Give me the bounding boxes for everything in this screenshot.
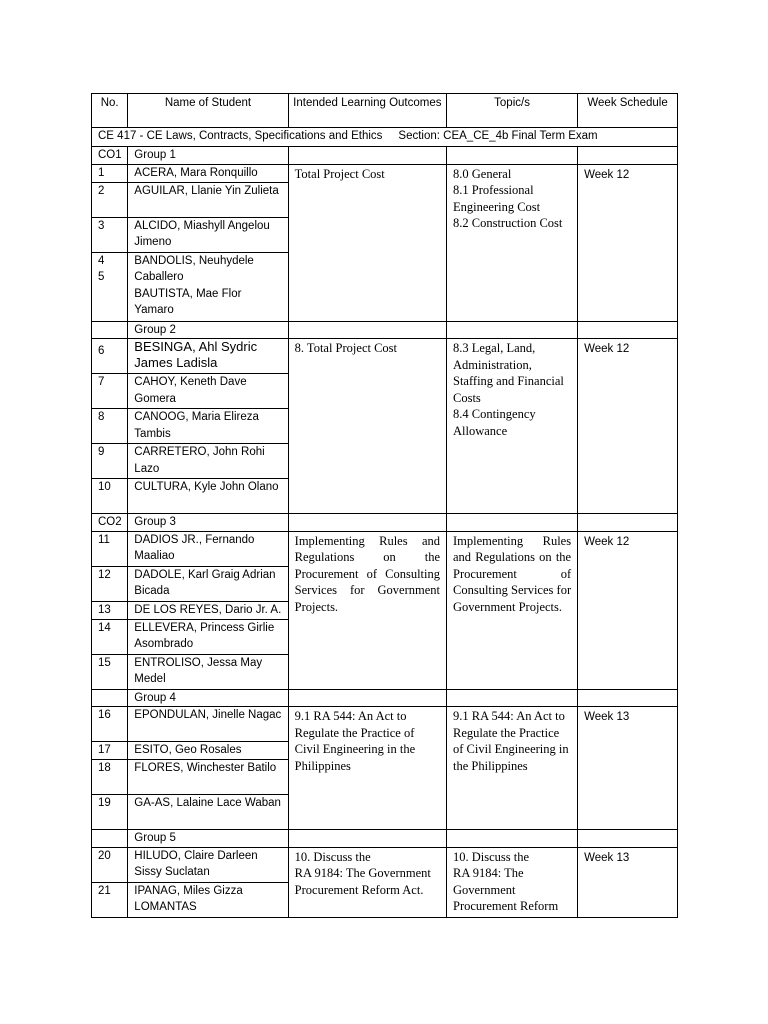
header-no: No.	[92, 94, 128, 128]
student-name: ACERA, Mara Ronquillo	[128, 164, 288, 182]
topic-text: Implementing Rules and Regulations on the Procurement of Consulting Services for Government Projects.	[453, 533, 572, 614]
week-cell: Week 13	[578, 847, 678, 917]
group-label: Group 1	[128, 147, 288, 165]
group-row-3	[92, 514, 678, 532]
student-no: 14	[92, 619, 128, 654]
header-ilo: Intended Learning Outcomes	[288, 94, 446, 128]
student-name: BANDOLIS, Neuhydele Caballero	[134, 254, 254, 283]
header-row	[92, 94, 678, 128]
table-row	[92, 847, 678, 882]
student-name: DADIOS JR., Fernando Maaliao	[128, 531, 288, 566]
header-name: Name of Student	[128, 94, 288, 128]
ilo-text: 8. Total Project Cost	[294, 341, 398, 355]
student-no: 19	[92, 795, 128, 830]
topic-text: 9.1 RA 544: An Act to Regulate the Practice of Civil Engineering in the Philippines	[453, 709, 569, 773]
week-cell: Week 12	[578, 164, 678, 321]
topic-line: 8.2 Construction Cost	[453, 216, 563, 230]
co-label: CO2	[92, 514, 128, 532]
ilo-cell	[288, 164, 446, 321]
table-row	[92, 531, 678, 566]
student-name: DADOLE, Karl Graig Adrian Bicada	[128, 566, 288, 601]
topics-cell	[447, 339, 578, 514]
student-name: BAUTISTA, Mae Flor Yamaro	[134, 287, 242, 316]
student-name: GA-AS, Lalaine Lace Waban	[128, 795, 288, 830]
student-name: ESITO, Geo Rosales	[128, 742, 288, 760]
week-cell: Week 12	[578, 531, 678, 689]
group-label: Group 3	[128, 514, 288, 532]
group-label: Group 2	[128, 321, 288, 339]
student-name: CARRETERO, John Rohi Lazo	[128, 444, 288, 479]
topics-cell	[447, 707, 578, 830]
student-name: FLORES, Winchester Batilo	[128, 760, 288, 795]
student-no: 1	[92, 164, 128, 182]
student-no: 7	[92, 374, 128, 409]
ilo-text: Implementing Rules and Regulations on the Procurement of Consulting Services for Government Projects.	[294, 533, 440, 614]
student-name-pair	[128, 252, 288, 321]
student-no: 6	[92, 339, 128, 374]
student-no: 20	[92, 847, 128, 882]
table-row	[92, 339, 678, 374]
student-no: 8	[92, 409, 128, 444]
topic-line: RA 9184: The Government Procurement Reform	[453, 866, 559, 913]
header-week: Week Schedule	[578, 94, 678, 128]
table-row	[92, 707, 678, 742]
student-no: 21	[92, 882, 128, 917]
student-no: 9	[92, 444, 128, 479]
student-name: IPANAG, Miles Gizza LOMANTAS	[128, 882, 288, 917]
topics-cell	[447, 847, 578, 917]
student-no: 3	[92, 217, 128, 252]
student-name: ENTROLISO, Jessa May Medel	[128, 654, 288, 689]
group-row-4	[92, 689, 678, 707]
group-row-2	[92, 321, 678, 339]
topic-line: 10. Discuss the	[453, 849, 530, 864]
topic-line: 8.0 General	[453, 166, 512, 181]
ilo-text: Total Project Cost	[294, 166, 385, 181]
student-name: HILUDO, Claire Darleen Sissy Suclatan	[128, 847, 288, 882]
topic-line: 8.4 Contingency Allowance	[453, 407, 536, 438]
student-no: 11	[92, 531, 128, 566]
ilo-line: RA 9184: The Government Procurement Reform Act.	[294, 866, 431, 897]
student-no: 2	[92, 182, 128, 217]
topic-line: 8.1 Professional Engineering Cost	[453, 183, 541, 214]
topic-line: 8.3 Legal, Land, Administration, Staffing and Financial Costs	[453, 341, 564, 405]
student-no-pair	[92, 252, 128, 321]
student-topic-table	[91, 93, 678, 918]
ilo-line: 10. Discuss the	[294, 849, 371, 864]
student-name: EPONDULAN, Jinelle Nagac	[128, 707, 288, 742]
student-no: 12	[92, 566, 128, 601]
student-no: 15	[92, 654, 128, 689]
group-label: Group 5	[128, 830, 288, 848]
student-no: 18	[92, 760, 128, 795]
student-no: 13	[92, 601, 128, 619]
ilo-cell	[288, 531, 446, 689]
student-name: CAHOY, Keneth Dave Gomera	[128, 374, 288, 409]
group-row-1	[92, 147, 678, 165]
group-label: Group 4	[128, 689, 288, 707]
student-no: 16	[92, 707, 128, 742]
week-cell: Week 12	[578, 339, 678, 514]
student-name: AGUILAR, Llanie Yin Zulieta	[128, 182, 288, 217]
week-cell: Week 13	[578, 707, 678, 830]
student-no: 17	[92, 742, 128, 760]
student-no: 10	[92, 479, 128, 514]
student-no: 5	[98, 271, 105, 283]
student-name: ALCIDO, Miashyll Angelou Jimeno	[128, 217, 288, 252]
student-name: CULTURA, Kyle John Olano	[128, 479, 288, 514]
group-row-5	[92, 830, 678, 848]
student-no: 4	[98, 254, 105, 267]
co-label: CO1	[92, 147, 128, 165]
topics-cell	[447, 531, 578, 689]
student-name: BESINGA, Ahl Sydric James Ladisla	[128, 339, 288, 374]
table-row	[92, 164, 678, 182]
header-topics: Topic/s	[447, 94, 578, 128]
course-row	[92, 128, 678, 147]
ilo-cell	[288, 707, 446, 830]
student-name: ELLEVERA, Princess Girlie Asombrado	[128, 619, 288, 654]
course-title: CE 417 - CE Laws, Contracts, Specifications and Ethics Section: CEA_CE_4b Final Term Exam	[92, 128, 678, 147]
student-name: DE LOS REYES, Dario Jr. A.	[128, 601, 288, 619]
ilo-text: 9.1 RA 544: An Act to Regulate the Practice of Civil Engineering in the Philippines	[294, 709, 416, 773]
ilo-cell	[288, 847, 446, 917]
student-name: CANOOG, Maria Elireza Tambis	[128, 409, 288, 444]
topics-cell	[447, 164, 578, 321]
ilo-cell	[288, 339, 446, 514]
